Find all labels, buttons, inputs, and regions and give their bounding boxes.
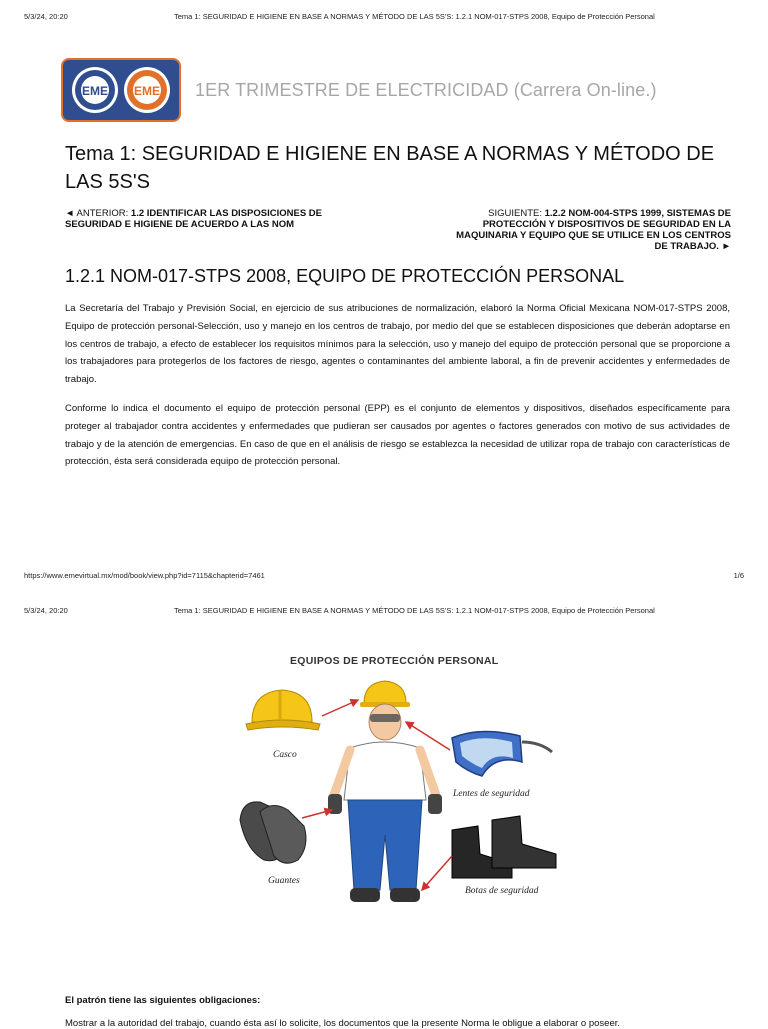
- arrow-casco: [322, 700, 358, 716]
- gloves-icon: [240, 802, 306, 863]
- previous-prefix: ANTERIOR:: [76, 208, 129, 219]
- safety-goggles-icon: [452, 731, 552, 776]
- label-lentes: Lentes de seguridad: [453, 789, 530, 799]
- print-date: 5/3/24, 20:20: [24, 12, 68, 21]
- arrow-botas: [422, 856, 452, 890]
- paragraph-epp-definition: Conforme lo indica el documento el equipo de protección personal (EPP) es el conjunto de elementos y dispositivos, diseñados específicamente para proteger al trabajador contra accidentes y enfermedades que pudieran ser causados por agentes o factores generados con motivo de sus actividades de trabajo y de la atención de emergencias. En caso de que en el análisis de riesgo se establezca la necesidad de utilizar ropa de trabajo con características de protección, ésta será considerada equipo de protección personal.: [65, 403, 730, 468]
- safety-boots-icon: [452, 816, 556, 878]
- print-footer: [24, 571, 744, 580]
- arrow-guantes: [302, 810, 332, 818]
- svg-text:EME: EME: [81, 84, 109, 98]
- label-botas: Botas de seguridad: [465, 886, 539, 896]
- obligations-heading: El patrón tiene las siguientes obligaciones:: [65, 995, 261, 1006]
- eme-seal-orange-icon: [122, 65, 172, 115]
- section-title: 1.2.1 NOM-017-STPS 2008, EQUIPO DE PROTECCIÓN PERSONAL: [65, 266, 625, 286]
- print-header: [24, 12, 744, 21]
- previous-chapter-title: 1.2 IDENTIFICAR LAS DISPOSICIONES DE SEGURIDAD E HIGIENE DE ACUERDO A LAS NOM: [65, 208, 322, 230]
- previous-arrow-icon: ◄: [65, 208, 75, 219]
- svg-text:EME: EME: [133, 84, 161, 98]
- next-chapter-title: 1.2.2 NOM-004-STPS 1999, SISTEMAS DE PROTECCIÓN Y DISPOSITIVOS DE SEGURIDAD EN LA MAQUINARIA Y EQUIPO QUE SE UTILICE EN LOS CENTROS DE TRABAJO.: [456, 208, 731, 252]
- ppe-illustration: [230, 650, 560, 912]
- next-prefix: SIGUIENTE:: [488, 208, 542, 219]
- course-brand: [61, 58, 657, 122]
- print-title: Tema 1: SEGURIDAD E HIGIENE EN BASE A NORMAS Y MÉTODO DE LAS 5S'S: 1.2.1 NOM-017-STPS 2008, Equipo de Protección Personal: [174, 12, 655, 21]
- label-guantes: Guantes: [268, 876, 300, 886]
- course-name[interactable]: 1ER TRIMESTRE DE ELECTRICIDAD (Carrera On-line.): [195, 79, 657, 100]
- eme-seal-blue-icon: [70, 65, 120, 115]
- eme-logo[interactable]: [61, 58, 181, 122]
- next-chapter-link[interactable]: [441, 208, 731, 252]
- print-date: 5/3/24, 20:20: [24, 606, 68, 615]
- topic-title: Tema 1: SEGURIDAD E HIGIENE EN BASE A NORMAS Y MÉTODO DE LAS 5S'S: [65, 143, 715, 193]
- print-title: Tema 1: SEGURIDAD E HIGIENE EN BASE A NORMAS Y MÉTODO DE LAS 5S'S: 1.2.1 NOM-017-STPS 2008, Equipo de Protección Personal: [174, 606, 655, 615]
- label-casco: Casco: [273, 750, 297, 760]
- print-header-page-2: [24, 606, 744, 615]
- previous-chapter-link[interactable]: [65, 208, 365, 230]
- helmet-icon: [246, 690, 320, 730]
- next-arrow-icon: ►: [721, 241, 731, 252]
- worker-figure: [328, 681, 442, 902]
- print-page-number: 1/6: [733, 571, 744, 580]
- obligation-item-cut: Mostrar a la autoridad del trabajo, cuando ésta así lo solicite, los documentos que la presente Norma le obligue a elaborar o poseer.: [65, 1018, 621, 1029]
- figure-title: EQUIPOS DE PROTECCIÓN PERSONAL: [290, 655, 499, 667]
- print-url: https://www.emevirtual.mx/mod/book/view.php?id=7115&chapterid=7461: [24, 571, 265, 580]
- paragraph-intro: La Secretaría del Trabajo y Previsión Social, en ejercicio de sus atribuciones de normalización, elaboró la Norma Oficial Mexicana NOM-017-STPS 2008, Equipo de protección personal-Selección, uso y manejo en los centros de trabajo, por medio del que se establecen disposiciones que deberán adoptarse en los centros de trabajo, a efecto de establecer los requisitos mínimos para la selección, uso y manejo del equipo de protección personal que se proporcione a los trabajadores para protegerlos de los factores de riesgo, agentes o contaminantes del ambiente laboral, a fin de prevenir accidentes y enfermedades de trabajo.: [65, 303, 730, 386]
